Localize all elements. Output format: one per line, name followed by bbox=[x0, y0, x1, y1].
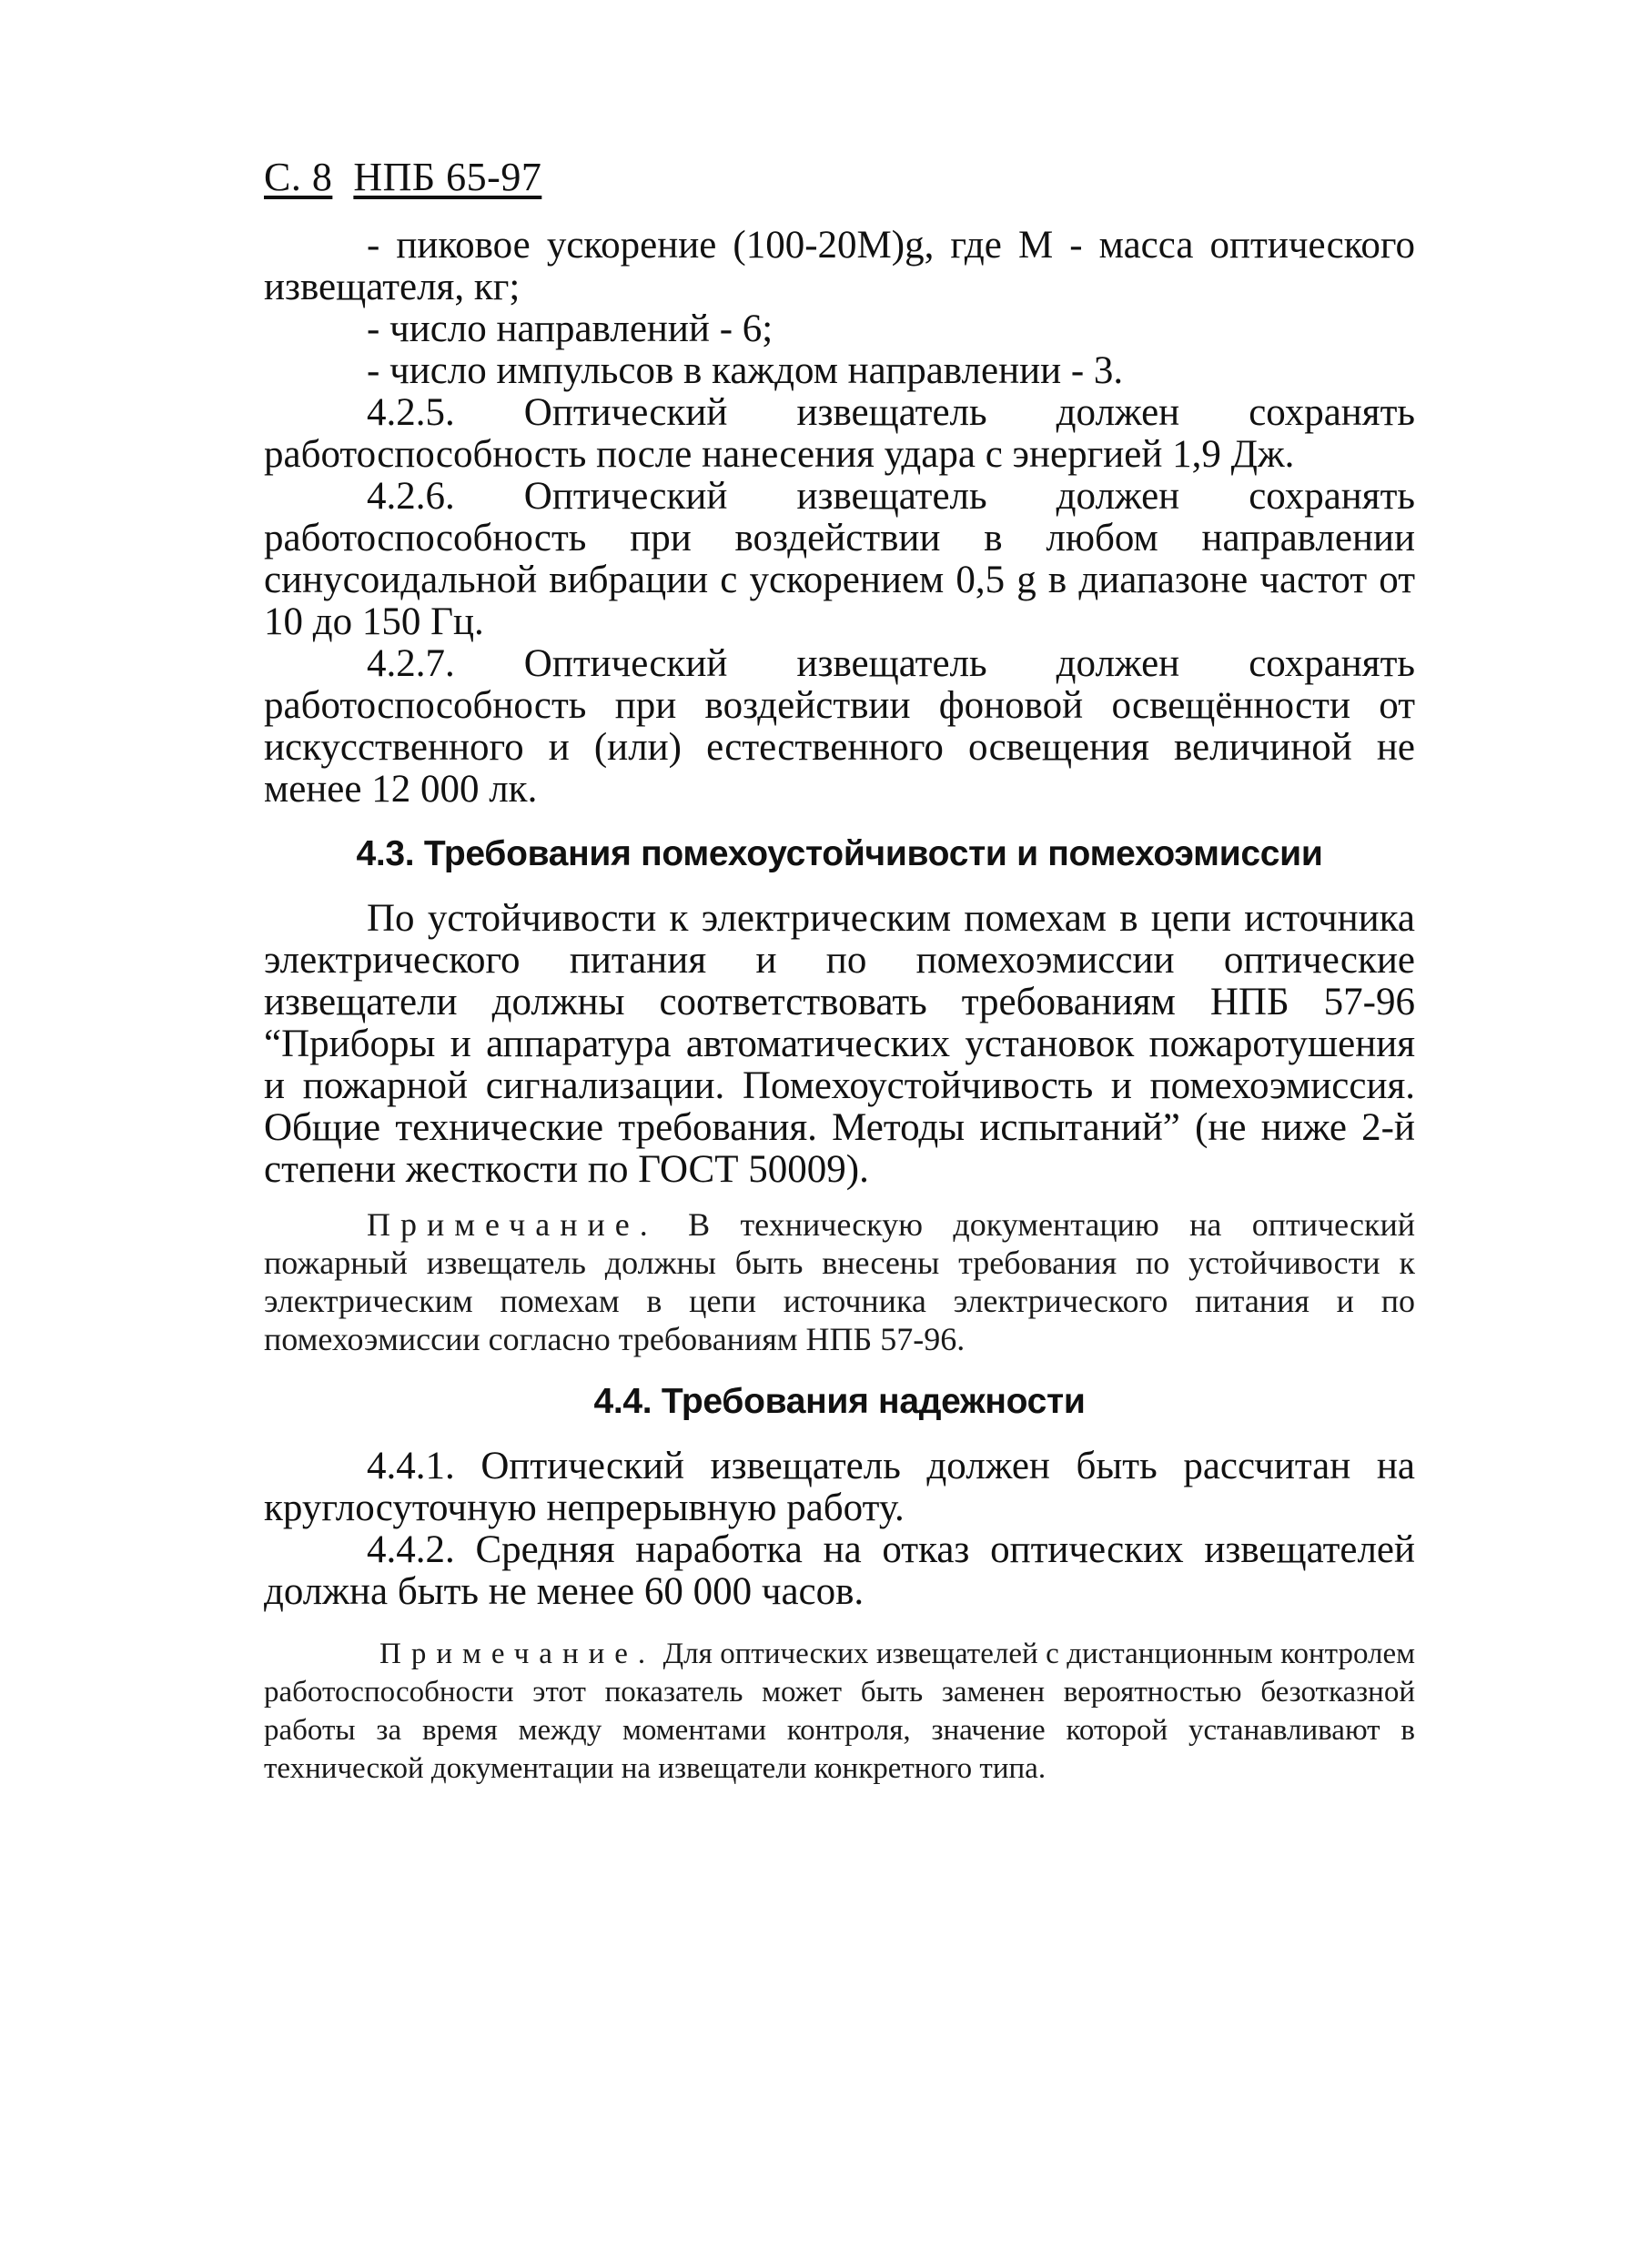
document-code: НПБ 65-97 bbox=[353, 155, 542, 199]
document-page bbox=[264, 150, 1415, 1788]
section-heading-4-4: 4.4. Требования надежности bbox=[593, 1382, 1086, 1421]
clause-4-4-1: 4.4.1. Оптический извещатель должен быть рассчитан на круглосуточную непрерывную работу. bbox=[264, 1445, 1415, 1529]
page-header bbox=[264, 150, 1415, 205]
note-4-4 bbox=[264, 1635, 1415, 1788]
clause-4-2-5: 4.2.5. Оптический извещатель должен сохранять работоспособность после нанесения удара с энергией 1,9 Дж. bbox=[264, 391, 1415, 476]
page-reference: С. 8 bbox=[264, 155, 333, 199]
note-label: Примечание. bbox=[379, 1638, 656, 1670]
section-heading-4-3: 4.3. Требования помехоустойчивости и помехоэмиссии bbox=[356, 834, 1323, 873]
note-text: Для оптических извещателей с дистанционным контролем работоспособности этот показатель может быть заменен вероятностью безотказной работы за время между моментами контроля, значение которой устанавливают в технической документации на извещатели конкретного типа. bbox=[264, 1638, 1416, 1785]
note-text: В техническую документацию на оптический пожарный извещатель должны быть внесены требования по устойчивости к электрическим помехам в цепи источника электрического питания и по помехоэмиссии согласно требованиям НПБ 57-96. bbox=[264, 1206, 1416, 1357]
list-item-directions: - число направлений - 6; bbox=[367, 307, 774, 350]
list-item-peak-acceleration: - пиковое ускорение (100-20M)g, где М - масса оптического извещателя, кг; bbox=[264, 224, 1415, 308]
clause-4-2-7: 4.2.7. Оптический извещатель должен сохранять работоспособность при воздействии фоновой освещённости от искусственного и (или) естественного освещения величиной не менее 12 000 лк. bbox=[264, 642, 1415, 811]
section-4-3-body: По устойчивости к электрическим помехам в цепи источника электрического питания и по помехоэмиссии оптические извещатели должны соответствовать требованиям НПБ 57-96 “Приборы и аппаратура автоматических установок пожаротушения и пожарной сигнализации. Помехоустойчивость и помехоэмиссия. Общие технические требования. Методы испытаний” (не ниже 2-й степени жесткости по ГОСТ 50009). bbox=[264, 897, 1415, 1191]
note-4-3 bbox=[264, 1205, 1415, 1358]
list-item-pulses: - число импульсов в каждом направлении - 3. bbox=[367, 349, 1124, 392]
clause-4-2-6: 4.2.6. Оптический извещатель должен сохранять работоспособность при воздействии в любом направлении синусоидальной вибрации с ускорением 0,5 g в диапазоне частот от 10 до 150 Гц. bbox=[264, 475, 1415, 643]
note-label: Примечание. bbox=[367, 1206, 658, 1243]
clause-4-4-2: 4.4.2. Средняя наработка на отказ оптических извещателей должна быть не менее 60 000 часов. bbox=[264, 1528, 1415, 1613]
